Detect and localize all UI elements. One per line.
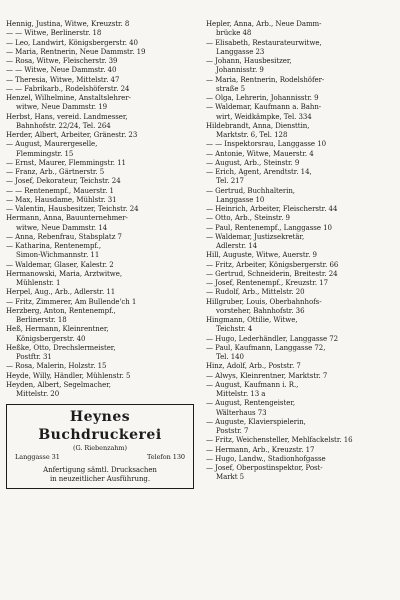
directory-entry-line: wirt, Weidkämpke, Tel. 334: [216, 112, 312, 121]
directory-entry-line: — Waldemar, Justizsekretär,: [206, 232, 305, 241]
directory-entry-line: — Katharina, Rentenempf.,: [6, 242, 102, 250]
directory-entry-line: — Anna, Rebenfrau, Stabsplatz 7: [6, 232, 122, 241]
directory-entry-line: Heßke, Otto, Drechslermeister,: [6, 343, 116, 352]
ad-text-line: Anfertigung sämtl. Drucksachen: [43, 466, 157, 475]
directory-entry-line: — Rosa, Witwe, Fleischerstr. 39: [6, 57, 118, 65]
directory-entry-line: witwe, Neue Dammstr. 14: [16, 223, 108, 232]
directory-entry-line: — Gertrud, Schneiderin, Breitestr. 24: [206, 269, 338, 278]
directory-entry-line: — Heinrich, Arbeiter, Fleischerstr. 44: [206, 205, 338, 213]
ad-text: [11, 466, 189, 484]
directory-entry-line: — Rudolf, Arb., Mittelstr. 20: [206, 288, 305, 297]
directory-entry-line: — Franz, Arb., Gärtnerstr. 5: [6, 168, 105, 176]
directory-entry-line: Heß, Hermann, Kleinrentner,: [6, 325, 109, 334]
ad-phone: Telefon 130: [146, 453, 185, 462]
directory-entry-line: Berlinerstr. 18: [16, 316, 67, 324]
directory-page: [6, 20, 394, 592]
directory-entry-line: — Fritz, Zimmerer, Am Bullende'ch 1: [6, 297, 137, 306]
directory-entry-line: — — Witwe, Neue Dammstr. 40: [6, 66, 117, 75]
left-column: [6, 20, 194, 489]
directory-entry-line: — August, Rentengeister,: [206, 399, 296, 408]
directory-entry-line: Hermanowski, Maria, Arztwitwe,: [6, 269, 122, 278]
directory-entry-line: Hinz, Adolf, Arb., Poststr. 7: [206, 362, 301, 371]
directory-entry-line: Wälterhaus 73: [216, 408, 267, 417]
directory-entry-line: Mittelstr. 20: [16, 390, 60, 398]
directory-entry-line: Tel. 140: [216, 353, 244, 361]
directory-entry-line: — Josef, Oberpostinspektor, Post-: [206, 464, 323, 472]
directory-entry-line: — Paul, Kaufmann, Langgasse 72,: [206, 343, 326, 352]
directory-entry-line: Hepler, Anna, Arb., Neue Damm-: [206, 20, 322, 28]
directory-entry-line: Marktstr. 6, Tel. 128: [216, 131, 288, 139]
directory-entry-line: Heyden, Albert, Segelmacher,: [6, 380, 111, 389]
directory-entry-line: — Rosa, Malerin, Holzstr. 15: [6, 362, 107, 371]
directory-entry-line: — Waldemar, Glaser, Kalestr. 2: [6, 260, 114, 269]
ad-owner: (G. Riebenzahm): [72, 444, 128, 453]
directory-entry-line: Adlerstr. 14: [216, 242, 258, 250]
ad-contact-row: [11, 453, 189, 462]
directory-entry-line: vorsteher, Bahnhofstr. 36: [216, 306, 305, 315]
directory-entry-line: Postftr. 31: [16, 353, 52, 361]
directory-entry-line: Langgasse 23: [216, 47, 265, 56]
directory-entry-line: — Paul, Rentenempf., Langgasse 10: [206, 223, 332, 232]
directory-entry-line: Heyde, Willy, Händler, Mühlenstr. 5: [6, 371, 131, 380]
directory-entry-line: — Ernst, Maurer, Flemmingstr. 11: [6, 158, 126, 167]
ad-text-line: in neuzeitlicher Ausführung.: [49, 475, 151, 484]
directory-entry-line: — Hugo, Lederhändler, Langgasse 72: [206, 334, 339, 343]
directory-entry-line: — — Witwe, Berlinerstr. 18: [6, 29, 102, 38]
directory-entry-line: — Leo, Landwirt, Königsbergerstr. 40: [6, 38, 138, 47]
directory-entry-line: Hennig, Justina, Witwe, Kreuzstr. 8: [6, 20, 130, 28]
directory-entry-line: Herder, Albert, Arbeiter, Gränestr. 23: [6, 131, 138, 139]
directory-entry-line: — Josef, Dekorateur, Teichstr. 24: [6, 177, 121, 186]
directory-entry-line: Hill, Auguste, Witwe, Auerstr. 9: [206, 251, 317, 260]
directory-entry-line: — — Rentenempf., Mauerstr. 1: [6, 186, 114, 195]
directory-entry-line: — Fritz, Arbeiter, Königsbergerstr. 66: [206, 260, 339, 269]
directory-entry-line: brücke 48: [216, 29, 252, 38]
directory-entry-line: — Waldemar, Kaufmann a. Bahn-: [206, 103, 322, 112]
directory-entry-line: Hingmann, Ottilie, Witwe,: [206, 316, 298, 324]
directory-entry-line: Markt 5: [216, 473, 245, 482]
directory-entry-line: Henzel, Wilhelmine, Anstaltslehrer-: [6, 94, 131, 102]
directory-entry-line: Herzberg, Anton, Rentenempf.,: [6, 306, 116, 315]
directory-entry-line: witwe, Neue Dammstr. 19: [16, 103, 108, 112]
right-column: [206, 20, 394, 483]
directory-entry-line: — Auguste, Klavierspielerin,: [206, 417, 306, 426]
directory-entry-line: Langgasse 10: [216, 195, 265, 204]
directory-entry-line: Hildebrandt, Anna, Diensttin,: [206, 121, 310, 130]
directory-entry-line: Hermann, Anna, Bauunternehmer-: [6, 214, 128, 223]
directory-entry-line: Herbst, Hans, vereid. Landmesser,: [6, 112, 128, 121]
directory-entry-line: — Maria, Rentnerin, Rodelshöfer-: [206, 75, 325, 84]
directory-entry-line: — Valentin, Hausbesitzer, Teichstr. 24: [6, 205, 139, 213]
directory-entry-line: Hillgruber, Louis, Oberbahnhofs-: [206, 297, 322, 306]
ad-title: Heynes Buchdruckerei: [38, 409, 162, 444]
directory-entry-line: — Theresia, Witwe, Mittelstr. 47: [6, 75, 120, 84]
directory-entry-line: — Olga, Lehrerin, Johannisstr. 9: [206, 94, 319, 102]
directory-entry-line: Herpel, Aug., Arb., Adlerstr. 11: [6, 288, 116, 297]
directory-entry-line: — Hermann, Arb., Kreuzstr. 17: [206, 445, 315, 454]
directory-entry-line: — Josef, Rentenempf., Kreuzstr. 17: [206, 279, 328, 287]
directory-entry-line: — — Inspektorsrau, Langgasse 10: [206, 140, 327, 149]
directory-entry-line: — August, Kaufmann i. R.,: [206, 380, 299, 389]
directory-entry-line: — Gertrud, Buchhalterin,: [206, 186, 295, 195]
directory-entry-line: — Maria, Rentnerin, Neue Dammstr. 19: [6, 47, 146, 56]
directory-entry-line: — Erich, Agent, Arendtstr. 14,: [206, 168, 312, 176]
directory-entry-line: — Max, Hausdame, Mühlstr. 31: [6, 195, 117, 204]
directory-entry-line: straße 5: [216, 84, 246, 93]
directory-entry-line: — August, Maurergeselle,: [6, 140, 98, 149]
right-entries: [206, 20, 394, 483]
directory-entry-line: — Fritz, Weichensteller, Mehlfackelstr. 16: [206, 436, 353, 445]
directory-entry-line: — Otto, Arb., Steinstr. 9: [206, 214, 290, 223]
directory-entry-line: Mühlenstr. 1: [16, 279, 61, 287]
directory-entry-line: Tel. 217: [216, 177, 244, 186]
directory-entry-line: Flemmingstr. 15: [16, 149, 74, 158]
left-entries: [6, 20, 194, 399]
directory-entry-line: Simon-Wichmannstr. 11: [16, 251, 100, 260]
directory-entry-line: Bahnhofstr. 22/24, Tel. 264: [16, 121, 111, 130]
directory-entry-line: — Hugo, Landw., Stadionhofgasse: [206, 454, 326, 463]
directory-entry-line: Mittelstr. 13 a: [216, 390, 266, 398]
directory-entry-line: Poststr. 7: [216, 427, 249, 435]
directory-entry-line: Königsbergerstr. 40: [16, 334, 86, 343]
directory-entry-line: — Alwys, Kleinrentner, Marktstr. 7: [206, 371, 328, 380]
directory-entry-line: Teichstr. 4: [216, 325, 253, 334]
printing-advertisement: [6, 404, 194, 489]
directory-entry-line: — Johann, Hausbesitzer,: [206, 57, 292, 65]
directory-entry-line: Johannisstr. 9: [216, 66, 264, 75]
directory-entry-line: — August, Arb., Steinstr. 9: [206, 158, 300, 167]
directory-entry-line: — Antonie, Witwe, Mauerstr. 4: [206, 149, 314, 158]
ad-address: Langgasse 31: [15, 453, 60, 462]
directory-entry-line: — Elisabeth, Restaurateurwitwe,: [206, 38, 322, 47]
directory-entry-line: — — Fabrikarb., Rodelshöferstr. 24: [6, 84, 130, 93]
